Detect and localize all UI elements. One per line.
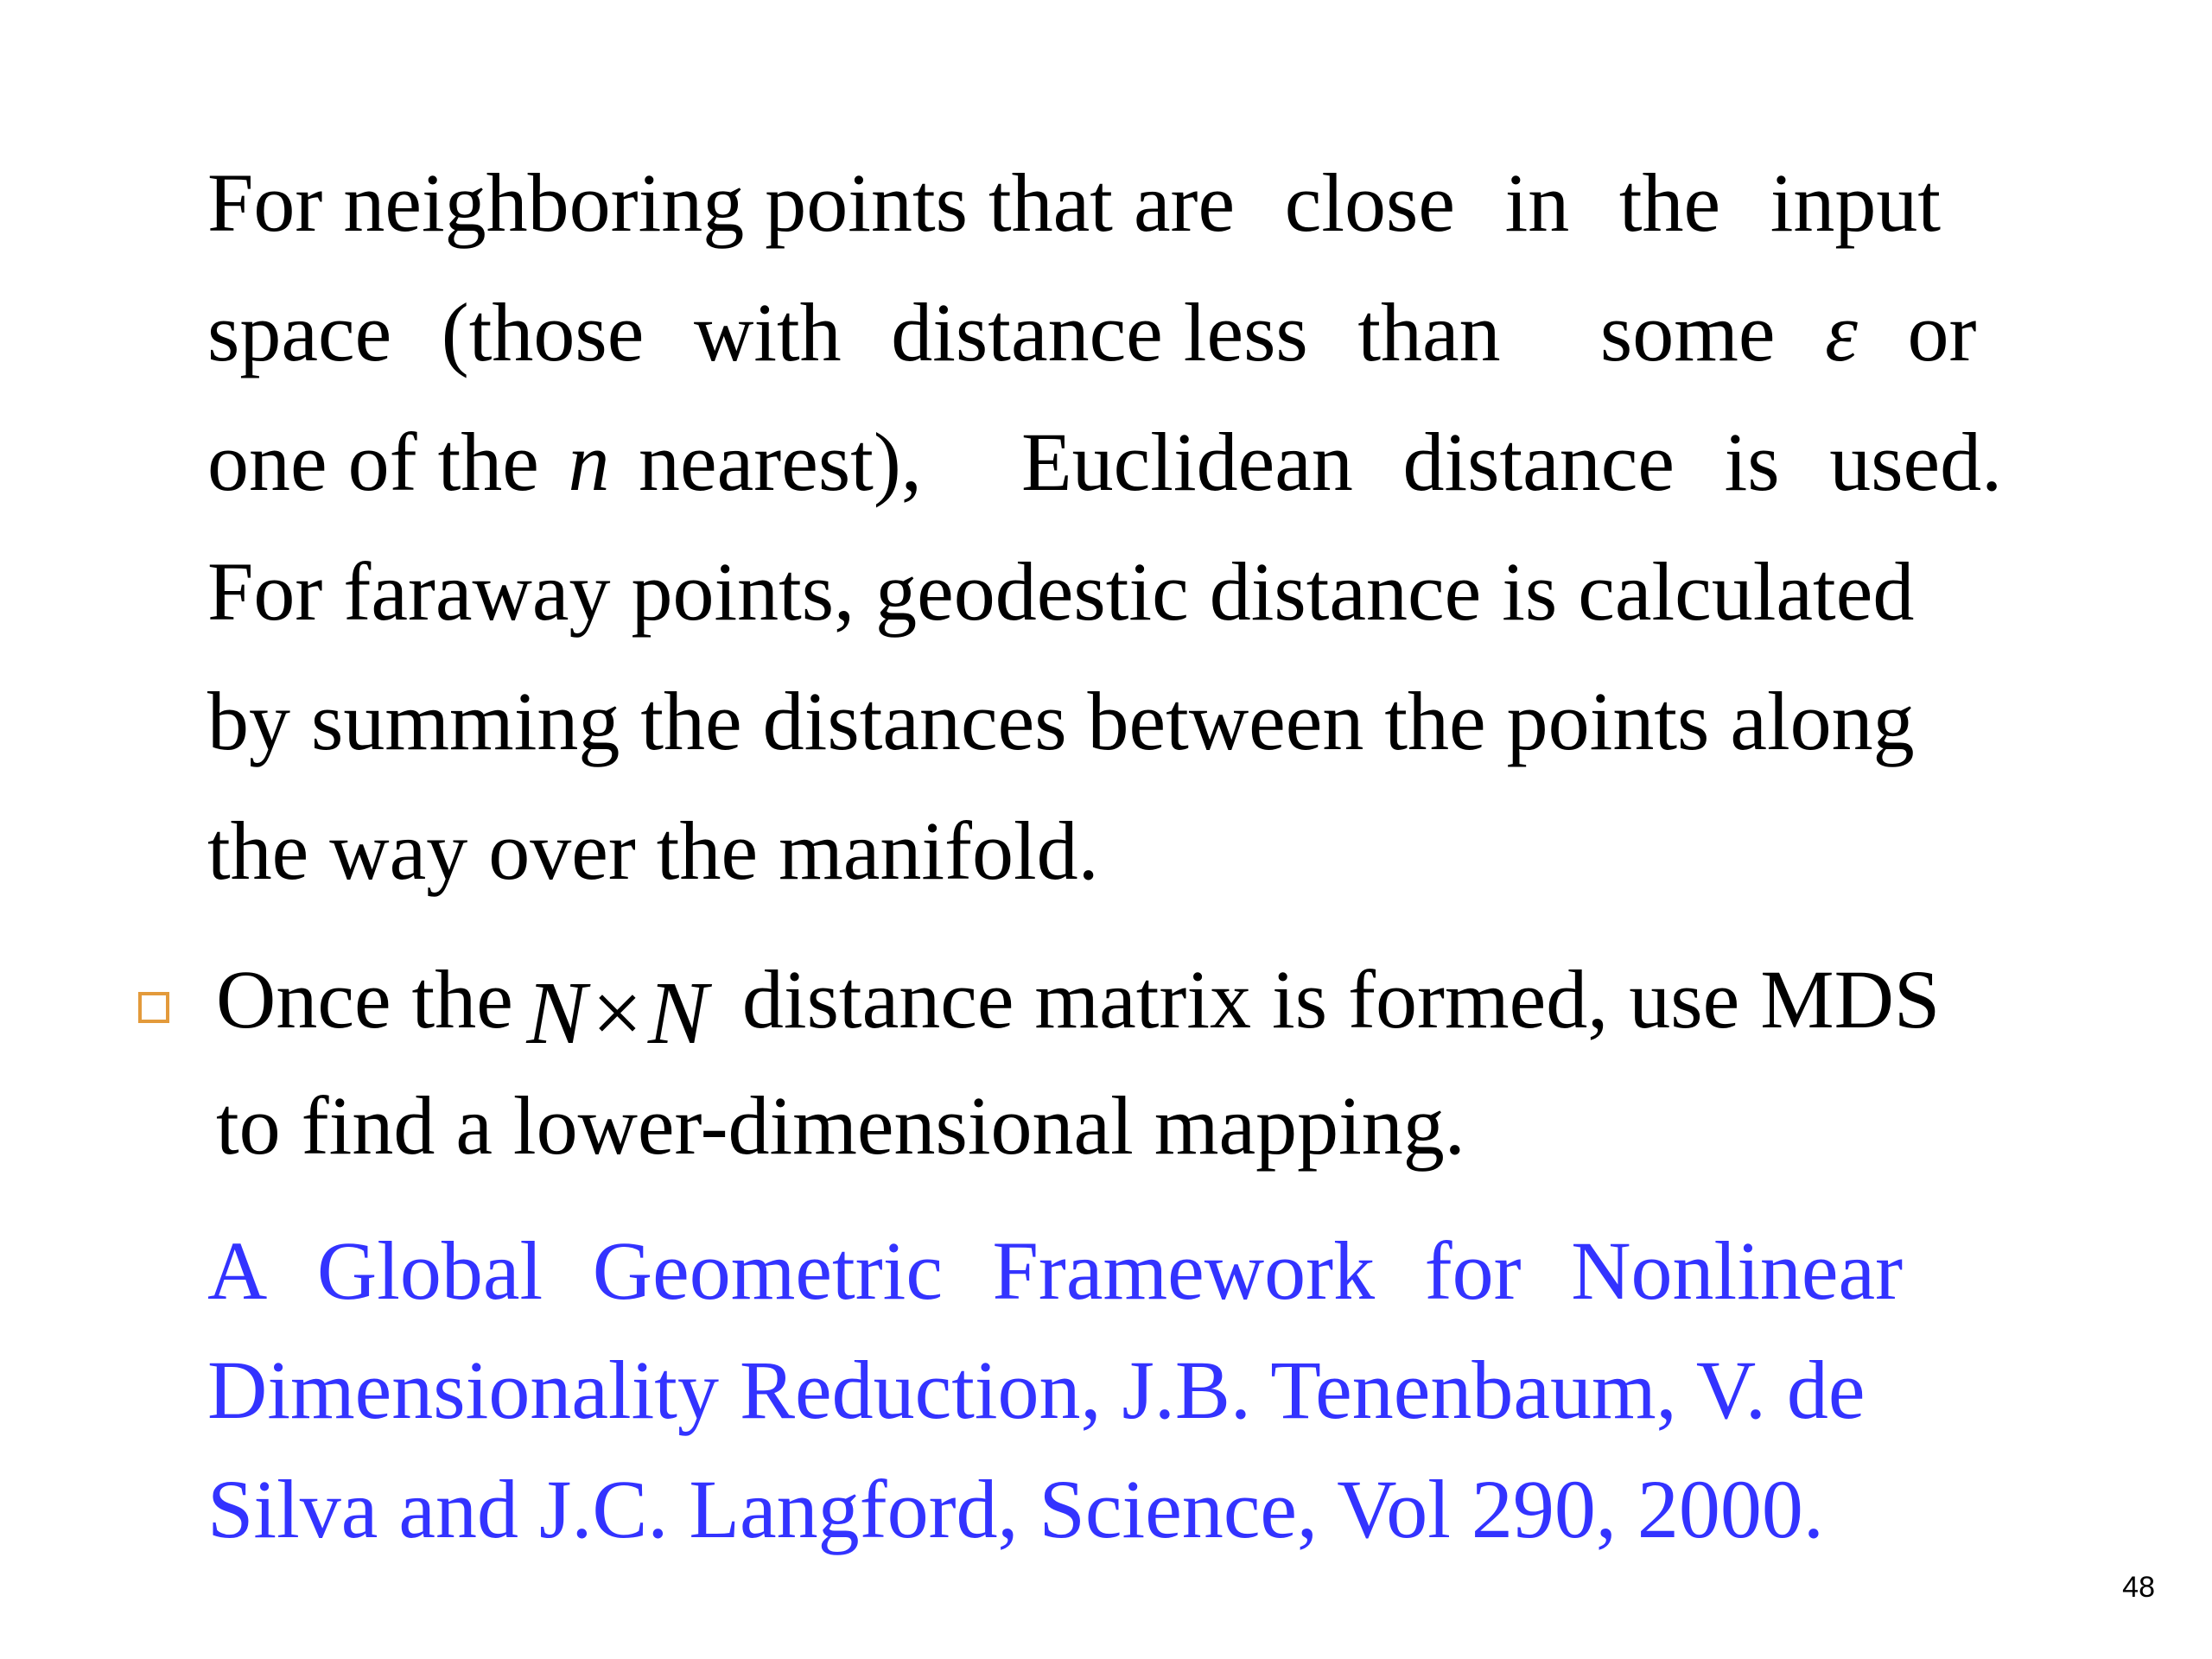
citation-line: Silva and J.C. Langford, Science, Vol 290, 2000. <box>207 1463 1824 1555</box>
math-n-times-n <box>513 963 721 1063</box>
text-segment: in <box>1504 156 1570 249</box>
bullet-line: to find a lower-dimensional mapping. <box>216 1079 1465 1172</box>
page-number: 48 <box>2122 1571 2155 1604</box>
text-segment: distance matrix is formed, use MDS <box>741 953 1941 1046</box>
paragraph-line <box>207 397 2056 527</box>
text-segment: distance less <box>891 286 1308 378</box>
text-segment: close <box>1284 156 1455 249</box>
bullet-line <box>216 935 1940 1063</box>
paragraph-line: For faraway points, geodestic distance is calculated <box>207 545 1915 638</box>
paragraph-line <box>207 138 2056 268</box>
paragraph-line <box>207 268 2056 397</box>
math-variable-n: n <box>568 416 610 508</box>
body-paragraph <box>207 138 2056 916</box>
math-variable: N <box>526 963 587 1063</box>
text-segment: Euclidean <box>1021 416 1353 508</box>
text-segment: A <box>207 1224 268 1317</box>
citation-line: Dimensionality Reduction, J.B. Tenenbaum, V. de <box>207 1344 1866 1436</box>
citation-line <box>207 1211 2108 1331</box>
math-variable: N <box>647 963 709 1063</box>
text-segment: one of the <box>207 416 539 508</box>
text-segment: (those <box>441 286 645 378</box>
text-segment: distance <box>1402 416 1675 508</box>
text-segment: nearest), <box>639 416 922 508</box>
text-segment: Nonlinear <box>1571 1224 1904 1317</box>
text-segment: is <box>1724 416 1780 508</box>
text-segment: with <box>693 286 842 378</box>
text-segment: the <box>1618 156 1721 249</box>
times-symbol: × <box>592 963 643 1063</box>
text-segment: space <box>207 286 392 378</box>
text-segment: Global <box>316 1224 543 1317</box>
text-segment: for <box>1424 1224 1522 1317</box>
text-segment: input <box>1770 156 1942 249</box>
paragraph-line: by summing the distances between the points along <box>207 675 1915 767</box>
text-segment: than <box>1357 286 1501 378</box>
square-bullet-icon <box>138 992 169 1023</box>
text-segment: used. <box>1829 416 2003 508</box>
text-segment: For neighboring points that are <box>207 156 1236 249</box>
text-segment: Geometric <box>592 1224 943 1317</box>
text-segment: some <box>1599 286 1776 378</box>
reference-citation <box>207 1211 2108 1569</box>
epsilon-symbol: ε <box>1825 286 1858 378</box>
text-segment: Framework <box>992 1224 1376 1317</box>
text-segment: or <box>1907 286 1977 378</box>
paragraph-line: the way over the manifold. <box>207 804 1099 897</box>
bullet-text <box>216 935 1940 1189</box>
text-segment: Once the <box>216 953 513 1046</box>
